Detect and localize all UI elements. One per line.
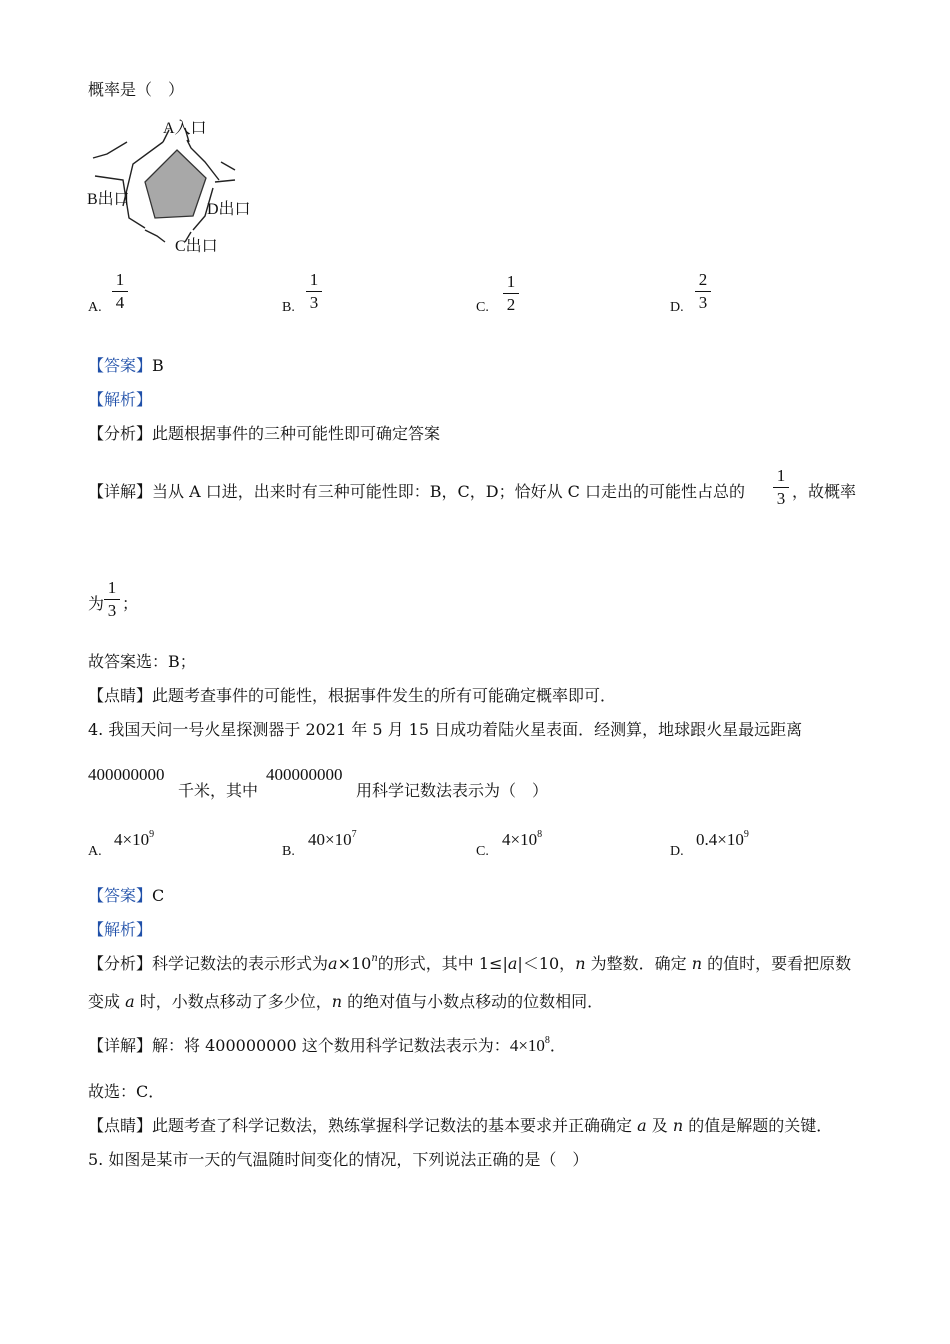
option-letter: B. (282, 844, 295, 859)
exit-b-label: B出口 (87, 191, 130, 208)
roundabout-figure (85, 118, 285, 262)
option-fraction: 1 2 (503, 272, 519, 315)
option-letter: C. (476, 844, 489, 859)
q4-detail: 【详解】解：将 400000000 这个数用科学记数法表示为：$4\times 10^8$． (88, 1035, 566, 1055)
q4-fenxi-line-1: 【分析】科学记数法的表示形式为$a\times 10^n$的形式，其中 1≤|a|＜10，n 为整数．确定 n 的值时，要看把原数 (88, 953, 852, 973)
exit-c-label: C出口 (175, 238, 218, 255)
option-letter: A. (88, 844, 102, 859)
q3-analysis-tag: 【解析】 (88, 390, 153, 409)
option-value: $4\times 10^9$ (114, 829, 155, 849)
q4-number-a: 400000000 (88, 765, 165, 784)
option-value: $0.4\times 10^9$ (696, 829, 749, 849)
option-letter: C. (476, 300, 489, 315)
option-fraction: 1 4 (112, 270, 128, 313)
entrance-a-label: A入口 (163, 120, 207, 137)
q3-answer: 【答案】B (88, 356, 164, 375)
q4-analysis-tag: 【解析】 (88, 920, 153, 939)
option-letter: B. (282, 300, 295, 315)
q4-stem-line-1: 4. 我国天问一号火星探测器于 2021 年 5 月 15 日成功着陆火星表面．经测算，地球跟火星最远距离 (88, 720, 803, 739)
option-letter: D. (670, 300, 684, 315)
option-value: $4\times 10^8$ (502, 829, 543, 849)
option-letter: A. (88, 300, 102, 315)
q4-conclusion: 故选：C． (88, 1082, 165, 1101)
q4-comment: 【点睛】此题考查了科学记数法，熟练掌握科学记数法的基本要求并正确确定 a 及 n 的值是解题的关键． (88, 1116, 833, 1135)
q3-detail-line-1-end: ，故概率 (792, 482, 857, 501)
q4-fenxi-line-2: 变成 a 时，小数点移动了多少位，n 的绝对值与小数点移动的位数相同． (88, 992, 604, 1011)
q5-stem: 5. 如图是某市一天的气温随时间变化的情况，下列说法正确的是（ ） (88, 1150, 589, 1169)
q3-detail-line-2: 为 (88, 594, 105, 613)
q3-conclusion: 故答案选：B； (88, 652, 196, 671)
q3-stem-tail: 概率是（ ） (88, 80, 185, 99)
q3-detail-fraction-2: 1 3 (104, 578, 120, 621)
option-fraction: 1 3 (306, 270, 322, 313)
q4-number-b: 400000000 (266, 765, 343, 784)
option-letter: D. (670, 844, 684, 859)
q3-detail-fraction: 1 3 (773, 466, 789, 509)
q4-stem-3: 用科学记数法表示为（ ） (356, 781, 549, 800)
q4-answer: 【答案】C (88, 886, 165, 905)
q4-stem-2: 千米，其中 (178, 781, 259, 800)
option-value: $40\times 10^7$ (308, 829, 357, 849)
q3-detail-line-1: 【详解】当从 A 口进，出来时有三种可能性即：B，C，D；恰好从 C 口走出的可能性占总的 (88, 482, 745, 501)
q3-comment: 【点睛】此题考查事件的可能性，根据事件发生的所有可能确定概率即可． (88, 686, 617, 705)
q3-detail-line-2-end: ； (122, 594, 139, 613)
option-fraction: 2 3 (695, 270, 711, 313)
q3-fenxi: 【分析】此题根据事件的三种可能性即可确定答案 (88, 424, 441, 443)
exit-d-label: D出口 (207, 201, 251, 218)
